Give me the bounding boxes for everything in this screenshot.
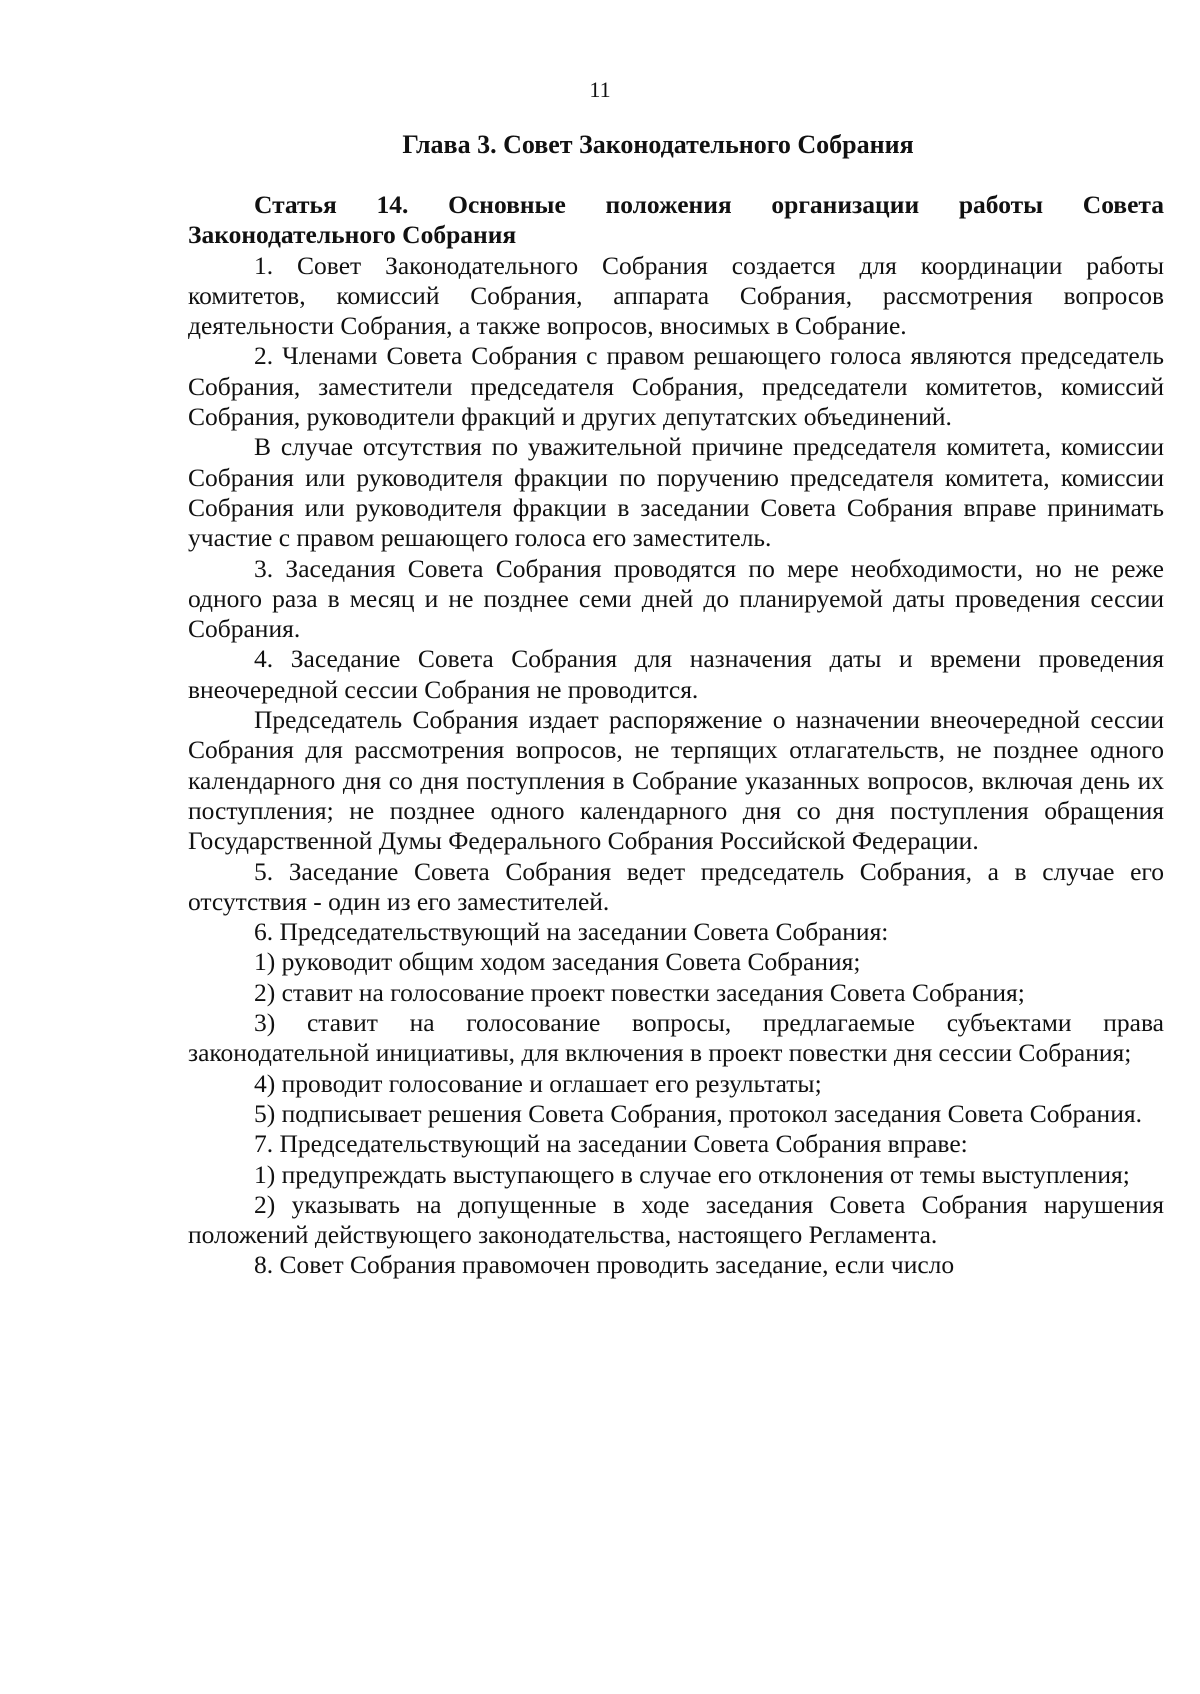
paragraph-item-4: 4. Заседание Совета Собрания для назначения даты и времени проведения внеочередной сессии Собрания не проводится. — [188, 644, 1164, 704]
subparagraph-6-5: 5) подписывает решения Совета Собрания, протокол заседания Совета Собрания. — [254, 1098, 1142, 1128]
page-number: 11 — [589, 77, 611, 102]
paragraph-item-6: 6. Председательствующий на заседании Совета Собрания: — [254, 917, 889, 947]
subparagraph-7-2: 2) указывать на допущенные в ходе заседания Совета Собрания нарушения положений действующего законодательства, настоящего Регламента. — [188, 1189, 1164, 1250]
article-title: Статья 14. Основные положения организации работы Совета Законодательного Собрания — [188, 190, 1164, 250]
paragraph-item-3: 3. Заседания Совета Собрания проводятся по мере необходимости, но не реже одного раза в месяц и не позднее семи дней до планируемой даты проведения сессии Собрания. — [188, 553, 1164, 644]
article-body — [188, 190, 1164, 1281]
subparagraph-6-1: 1) руководит общим ходом заседания Совета Собрания; — [254, 947, 861, 977]
paragraph-item-1: 1. Совет Законодательного Собрания создается для координации работы комитетов, комиссий Собрания, аппарата Собрания, рассмотрения вопросов деятельности Собрания, а также вопросов, вносимых в Собрание. — [188, 250, 1164, 341]
subparagraph-7-1: 1) предупреждать выступающего в случае его отклонения от темы выступления; — [254, 1159, 1130, 1189]
subparagraph-6-2: 2) ставит на голосование проект повестки заседания Совета Собрания; — [254, 977, 1025, 1007]
paragraph-item-2-note: В случае отсутствия по уважительной причине председателя комитета, комиссии Собрания или руководителя фракции по поручению председателя комитета, комиссии Собрания или руководителя фракции в заседании Совета Собрания вправе принимать участие с правом решающего голоса его заместитель. — [188, 432, 1164, 553]
paragraph-item-2: 2. Членами Совета Собрания с правом решающего голоса являются председатель Собрания, заместители председателя Собрания, председатели комитетов, комиссий Собрания, руководители фракций и других депутатских объединений. — [188, 341, 1164, 432]
paragraph-item-4-note: Председатель Собрания издает распоряжение о назначении внеочередной сессии Собрания для рассмотрения вопросов, не терпящих отлагательств, не позднее одного календарного дня со дня поступления в Собрание указанных вопросов, включая день их поступления; не позднее одного календарного дня со дня поступления обращения Государственной Думы Федерального Собрания Российской Федерации. — [188, 705, 1164, 856]
paragraph-item-7: 7. Председательствующий на заседании Совета Собрания вправе: — [254, 1129, 968, 1159]
chapter-title: Глава 3. Совет Законодательного Собрания — [402, 130, 914, 159]
paragraph-item-5: 5. Заседание Совета Собрания ведет председатель Собрания, а в случае его отсутствия - один из его заместителей. — [188, 856, 1164, 916]
subparagraph-6-3: 3) ставит на голосование вопросы, предлагаемые субъектами права законодательной инициативы, для включения в проект повестки дня сессии Собрания; — [188, 1008, 1164, 1068]
subparagraph-6-4: 4) проводит голосование и оглашает его результаты; — [254, 1068, 822, 1098]
paragraph-item-8: 8. Совет Собрания правомочен проводить заседание, если число — [254, 1250, 955, 1280]
